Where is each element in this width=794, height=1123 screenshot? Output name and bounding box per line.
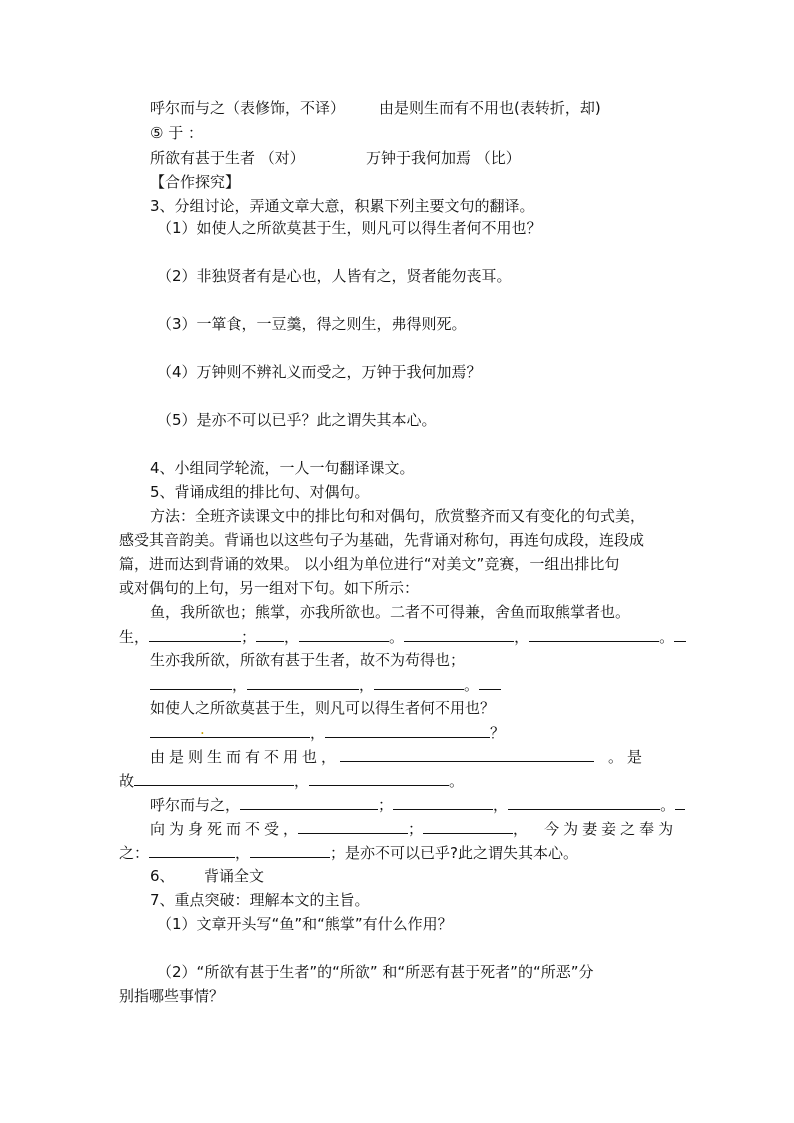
example-6-start: 向为身死而不受 [150, 820, 284, 838]
example-1-fill [119, 626, 686, 647]
punct: ， [294, 772, 310, 790]
example-5 [150, 794, 685, 815]
question-7-1: （1）文章开头写“鱼”和“熊掌”有什么作用？ [157, 915, 453, 933]
example-6-end: 今为妻妾之奉为 [544, 820, 678, 838]
blank[interactable] [404, 626, 514, 642]
punct: ； [241, 628, 257, 646]
example-2: 生亦我所欲，所欲有甚于生者，故不为苟得也； [150, 651, 466, 669]
note-line-2: ⑤ 于 ： [150, 124, 203, 142]
example-6-fill [119, 842, 578, 863]
example-4 [150, 746, 646, 767]
question-4: 4、小组同学轮流，一人一句翻译课文。 [150, 459, 415, 477]
blank[interactable] [149, 626, 241, 642]
blank[interactable] [479, 674, 501, 690]
method-line-4: 或对偶句的上句，另一组对下句。如下所示： [119, 579, 420, 597]
blank[interactable] [340, 746, 594, 762]
punct: ？ [490, 724, 506, 742]
note-line-3b: 万钟于我何加焉 （比） [366, 149, 521, 167]
blank[interactable] [298, 818, 408, 834]
blank[interactable] [508, 794, 660, 810]
blank[interactable] [675, 794, 685, 810]
method-line-3: 篇，进而达到背诵的效果。 以小组为单位进行“对美文”竞赛，一组出排比句 [119, 555, 620, 573]
question-6-number: 6、 [150, 867, 175, 885]
punct: ； [378, 796, 394, 814]
example-4-fill [119, 770, 464, 791]
example-1: 鱼，我所欲也；熊掌，亦我所欲也。二者不可得兼，舍鱼而取熊掌者也。 [150, 603, 631, 621]
question-3-3: （3）一箪食，一豆羹，得之则生，弗得则死。 [157, 315, 467, 333]
punct: 。 [659, 628, 675, 646]
example-4-start: 由是则生而有不用也， [150, 748, 341, 766]
question-7: 7、重点突破：理解本文的主旨。 [150, 891, 370, 909]
punct: ， [232, 676, 248, 694]
blank[interactable] [674, 626, 686, 642]
example-3-fill [150, 722, 505, 743]
question-7-2b: 别指哪些事情？ [119, 987, 225, 1005]
punct: ， [513, 820, 529, 838]
punct: ， [493, 796, 509, 814]
method-line-2: 感受其音韵美。背诵也以这些句子为基础，先背诵对称句，再连句成段，连段成 [119, 531, 645, 549]
question-3-4: （4）万钟则不辨礼义而受之，万钟于我何加焉？ [157, 363, 482, 381]
blank[interactable] [423, 818, 513, 834]
note-line-3a: 所欲有甚于生者 （对） [150, 149, 305, 167]
blank[interactable] [325, 722, 490, 738]
blank[interactable] [240, 794, 378, 810]
blank[interactable] [309, 770, 449, 786]
question-5: 5、背诵成组的排比句、对偶句。 [150, 483, 370, 501]
question-7-2: （2）“所欲有甚于生者”的“所欲” 和“所恶有甚于死者”的“所恶”分 [157, 963, 594, 981]
punct: ， [225, 796, 241, 814]
punct: ， [284, 628, 300, 646]
punct: ； [330, 844, 346, 862]
example-4b-start: 故 [119, 772, 135, 790]
blank[interactable] [393, 794, 493, 810]
blank[interactable] [247, 674, 359, 690]
punct: ； [408, 820, 424, 838]
example-1-start: 生， [119, 628, 150, 646]
example-6b-start: 之： [119, 844, 150, 862]
punct: 。 [449, 772, 465, 790]
example-5-start: 呼尔而与之 [150, 796, 226, 814]
punct: ， [235, 844, 251, 862]
blank[interactable] [299, 626, 389, 642]
example-6 [150, 818, 677, 839]
question-6: 背诵全文 [204, 867, 265, 885]
method-line-1: 方法：全班齐读课文中的排比句和对偶句，欣赏整齐而又有变化的句式美， [150, 507, 646, 525]
question-3-5: （5）是亦不可以已乎？此之谓失其本心。 [157, 411, 437, 429]
punct: 。 [660, 796, 676, 814]
blank[interactable] [374, 674, 464, 690]
blank[interactable] [150, 722, 310, 738]
example-2-fill [150, 674, 501, 695]
note-line-1b: 由是则生而有不用也(表转折，却) [379, 99, 601, 117]
question-3-1: （1）如使人之所欲莫甚于生，则凡可以得生者何不用也？ [157, 219, 542, 237]
punct: ， [514, 628, 530, 646]
blank[interactable] [250, 842, 330, 858]
punct: 。 [464, 676, 480, 694]
punct: ， [310, 724, 326, 742]
note-line-1a: 呼尔而与之（表修饰，不译） [150, 99, 346, 117]
example-3: 如使人之所欲莫甚于生，则凡可以得生者何不用也？ [150, 699, 496, 717]
mark-dot: . [200, 720, 205, 738]
blank[interactable] [150, 674, 232, 690]
blank[interactable] [149, 842, 235, 858]
question-3-2: （2）非独贤者有是心也，人皆有之，贤者能勿丧耳。 [157, 267, 512, 285]
punct: ， [359, 676, 375, 694]
example-4-end: 。是 [608, 748, 647, 766]
example-6b-end: 是亦不可以已乎?此之谓失其本心。 [345, 844, 579, 862]
section-heading: 【合作探究】 [150, 173, 241, 191]
question-3: 3、分组讨论，弄通文章大意，积累下列主要文句的翻译。 [150, 197, 535, 215]
blank[interactable] [529, 626, 659, 642]
punct: ， [283, 820, 299, 838]
punct: 。 [389, 628, 405, 646]
blank[interactable] [256, 626, 284, 642]
blank[interactable] [134, 770, 294, 786]
